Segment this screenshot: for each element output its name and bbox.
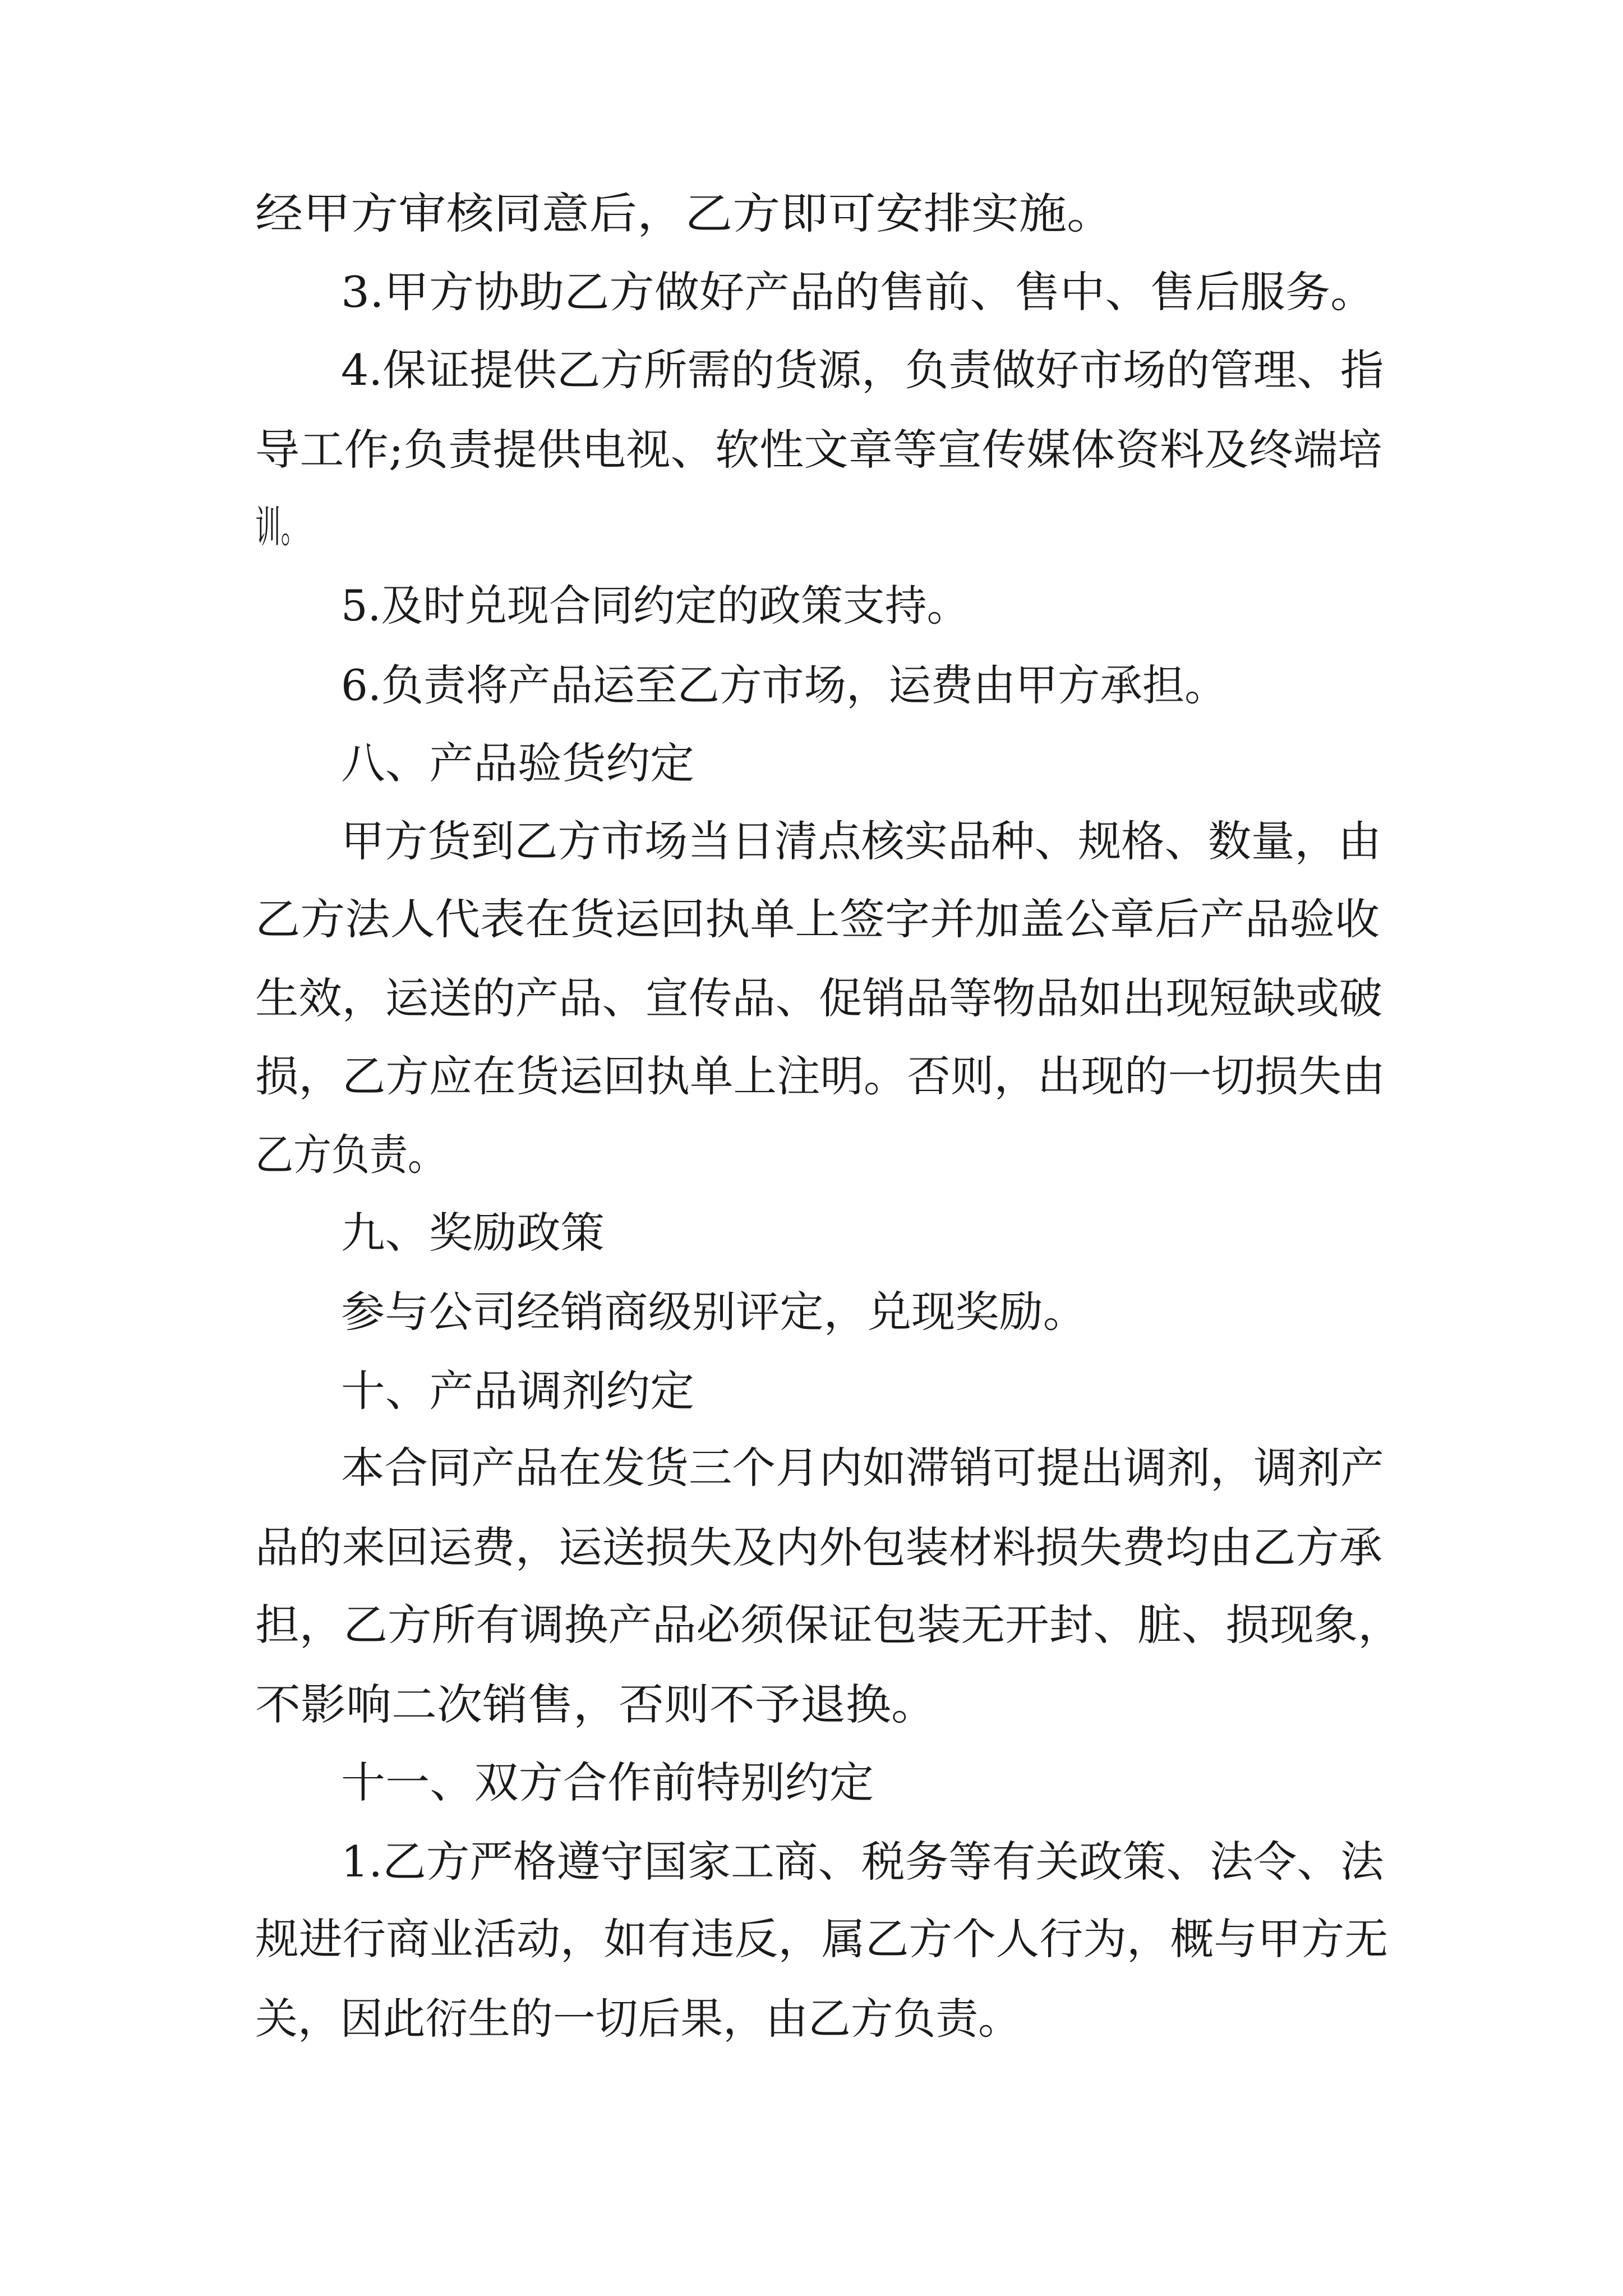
text-line: 乙方负责。 (255, 1130, 446, 1180)
text-line: 参与公司经销商级别评定，兑现奖励。 (341, 1287, 1087, 1337)
text-line: 担，乙方所有调换产品必须保证包装无开封、脏、损现象， (255, 1600, 1402, 1650)
text-line: 关，因此衍生的一切后果，由乙方负责。 (255, 1994, 1021, 2044)
section-heading-10: 十、产品调剂约定 (341, 1366, 695, 1416)
list-item-3: 3.甲方协助乙方做好产品的售前、售中、售后服务。 (341, 267, 1376, 317)
list-item-4: 4.保证提供乙方所需的货源，负责做好市场的管理、指 (341, 345, 1384, 395)
list-item-6: 6.负责将产品运至乙方市场，运费由甲方承担。 (341, 660, 1227, 710)
text-line: 规进行商业活动，如有违反，属乙方个人行为，概与甲方无 (255, 1914, 1389, 1964)
text-line: 损，乙方应在货运回执单上注明。否则，出现的一切损失由 (255, 1051, 1385, 1101)
list-item-1: 1.乙方严格遵守国家工商、税务等有关政策、法令、法 (341, 1837, 1384, 1887)
section-heading-9: 九、奖励政策 (341, 1208, 605, 1258)
text-line: 导工作;负责提供电视、软性文章等宣传媒体资料及终端培 (255, 425, 1382, 475)
text-line: 甲方货到乙方市场当日清点核实品种、规格、数量，由 (341, 816, 1382, 866)
text-line: 乙方法人代表在货运回执单上签字并加盖公章后产品验收 (255, 894, 1380, 944)
section-heading-8: 八、产品验货约定 (341, 738, 695, 788)
section-heading-11: 十一、双方合作前特别约定 (341, 1757, 874, 1807)
text-line: 生效，运送的产品、宣传品、促销品等物品如出现短缺或破 (255, 973, 1382, 1023)
list-item-5: 5.及时兑现合同约定的政策支持。 (341, 581, 969, 631)
text-line: 不影响二次销售，否则不予退换。 (255, 1680, 937, 1729)
text-line: 训。 (255, 502, 307, 552)
text-line: 本合同产品在发货三个月内如滞销可提出调剂，调剂产 (341, 1443, 1384, 1493)
text-line: 品的来回运费，运送损失及内外包装材料损失费均由乙方承 (255, 1522, 1382, 1572)
text-line: 经甲方审核同意后，乙方即可安排实施。 (255, 188, 1115, 238)
